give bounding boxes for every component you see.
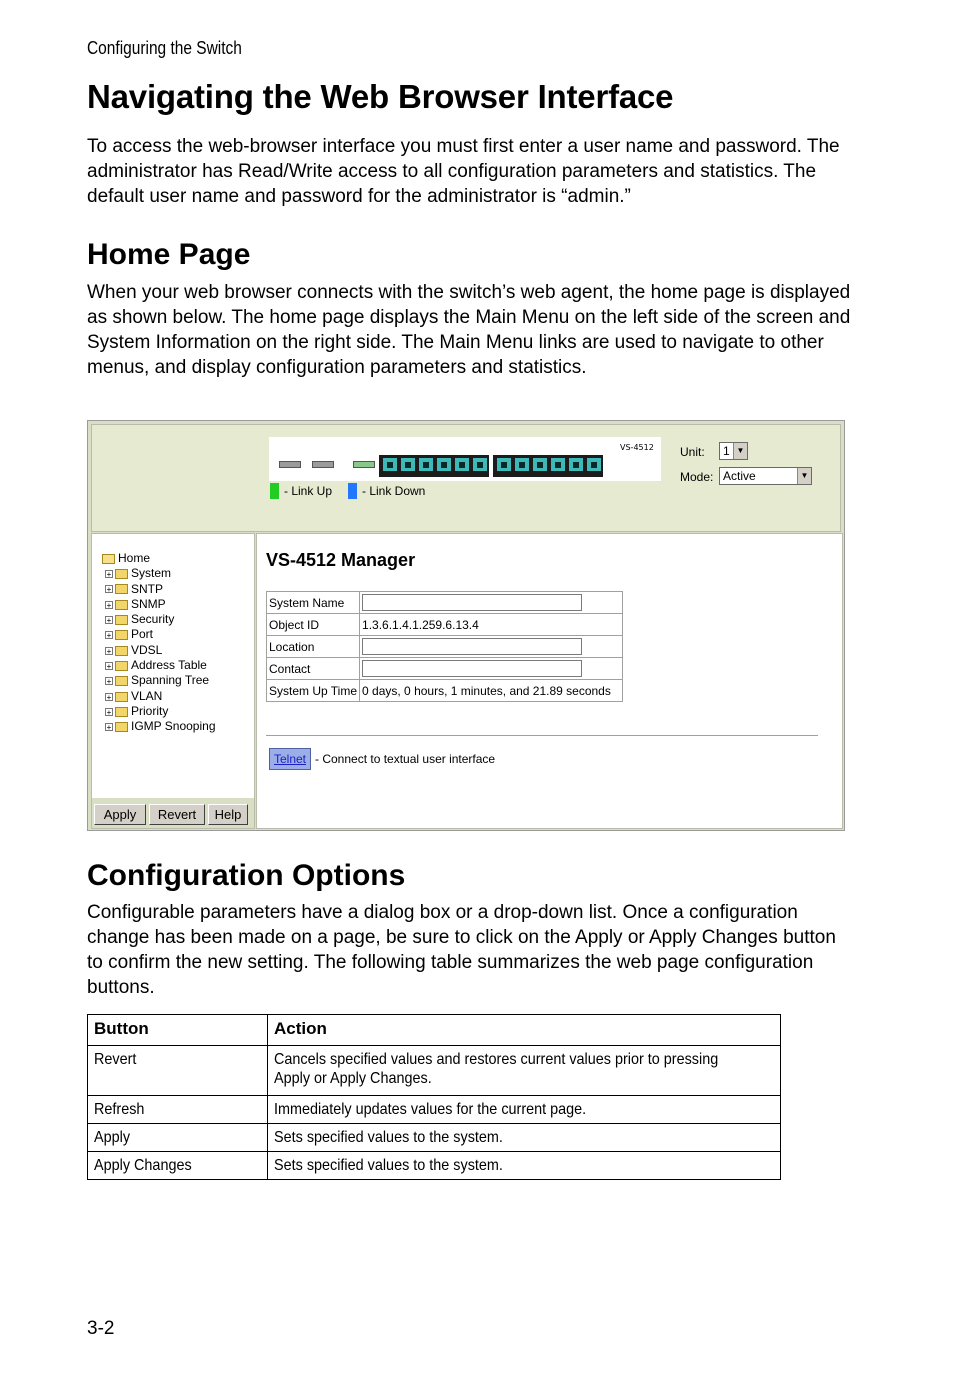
link-down-swatch-icon [348,483,357,499]
contact-input[interactable] [362,660,582,677]
table-row [267,680,623,702]
telnet-link[interactable]: Telnet [269,748,311,770]
table-cell-action: Immediately updates values for the current page. [268,1096,781,1124]
menu-item-priority[interactable]: + Priority [106,703,169,718]
table-header-row [88,1015,781,1046]
folder-icon [115,692,128,702]
legend-link-down: - Link Down [362,484,426,498]
expand-icon: + [106,661,112,671]
system-name-input[interactable] [362,594,582,611]
link-up-swatch-icon [270,483,279,499]
folder-icon [115,646,128,656]
chevron-down-icon: ▼ [797,468,811,484]
expand-icon: + [106,570,112,580]
table-cell-action: Sets specified values to the system. [268,1152,781,1180]
table-row [267,614,623,636]
uptime-label: System Up Time [267,680,360,702]
section-title-navigating: Navigating the Web Browser Interface [87,78,674,115]
switch-front-panel-image [269,437,661,481]
table-row [267,592,623,614]
menu-item-vdsl[interactable]: + VDSL [106,642,163,657]
mode-label: Mode: [680,470,714,484]
expand-icon: + [106,723,112,733]
location-cell [360,636,623,658]
menu-item-port[interactable]: + Port [106,627,154,642]
folder-icon [115,676,128,686]
menu-button-bar [92,798,254,828]
page-number: 3-2 [87,1318,115,1339]
folder-icon [115,569,128,579]
folder-icon [115,600,128,610]
port-group-icon [493,455,603,477]
menu-item-snmp[interactable]: + SNMP [106,596,166,611]
contact-cell [360,658,623,680]
menu-item-system[interactable]: + System [106,566,172,581]
expand-icon: + [106,707,112,717]
expand-icon: + [106,616,112,626]
section-body-configuration-options: Configurable parameters have a dialog box or a drop-down list. Once a configuration change has been made on a page, be sure to click on the Apply or Apply Changes button to confirm the new setting. The following table summarizes the web page configuration buttons. [87,902,836,998]
legend-link-up: - Link Up [284,484,333,498]
mode-select[interactable] [719,467,812,485]
table-row [88,1046,781,1096]
expand-icon: + [106,600,112,610]
expand-icon: + [106,677,112,687]
unit-select[interactable] [719,442,748,460]
telnet-description: - Connect to textual user interface [315,752,496,766]
help-button[interactable]: Help [208,804,248,825]
column-header-action: Action [268,1015,781,1046]
revert-button[interactable]: Revert [149,804,205,825]
expand-icon: + [106,585,112,595]
system-name-label: System Name [267,592,360,614]
folder-icon [115,615,128,625]
section-title-home-page: Home Page [87,238,251,271]
port-group-icon [379,455,489,477]
menu-list [102,566,216,734]
table-cell-action: Cancels specified values and restores current values prior to pressing Apply or Apply Changes. [268,1046,781,1096]
system-name-cell [360,592,623,614]
uptime-value: 0 days, 0 hours, 1 minutes, and 21.89 seconds [360,680,623,702]
folder-icon [115,584,128,594]
column-header-button: Button [88,1015,268,1046]
table-cell-button: Revert [88,1046,268,1096]
folder-icon [115,630,128,640]
expand-icon: + [106,646,112,656]
table-row [88,1124,781,1152]
panel-model-label: VS-4512 [620,443,654,452]
table-row [267,636,623,658]
unit-select-value: 1 [723,444,730,458]
button-summary-table [87,1014,781,1180]
switch-panel-frame [91,424,841,532]
open-folder-icon [102,554,115,564]
expand-icon: + [106,631,112,641]
menu-item-vlan[interactable]: + VLAN [106,688,163,703]
menu-item-igmp-snooping[interactable]: + IGMP Snooping [106,719,216,734]
section-title-configuration-options: Configuration Options [87,859,406,892]
web-interface-screenshot [87,420,845,831]
port-icon [353,461,375,468]
running-header: Configuring the Switch [87,38,242,58]
port-icon [279,461,301,468]
apply-button[interactable]: Apply [94,804,146,825]
location-label: Location [267,636,360,658]
table-row [88,1096,781,1124]
manager-title: VS-4512 Manager [266,550,416,570]
location-input[interactable] [362,638,582,655]
main-menu-frame [91,533,255,829]
object-id-value: 1.3.6.1.4.1.259.6.13.4 [360,614,623,636]
system-info-table [266,591,623,702]
table-row [88,1152,781,1180]
folder-icon [115,661,128,671]
system-information-frame [256,533,843,829]
menu-item-sntp[interactable]: + SNTP [106,581,164,596]
table-cell-button: Apply [88,1124,268,1152]
object-id-label: Object ID [267,614,360,636]
main-menu-tree [102,551,216,735]
folder-icon [115,722,128,732]
unit-label: Unit: [680,445,705,459]
mode-select-value: Active [723,469,756,483]
menu-item-spanning-tree[interactable]: + Spanning Tree [106,673,210,688]
table-cell-button: Refresh [88,1096,268,1124]
port-icon [312,461,334,468]
folder-icon [115,707,128,717]
contact-label: Contact [267,658,360,680]
menu-item-security[interactable]: + Security [106,612,175,627]
divider [266,735,818,736]
chevron-down-icon: ▼ [733,443,747,459]
section-body-home-page: When your web browser connects with the switch’s web agent, the home page is displayed as shown below. The home page displays the Main Menu on the left side of the screen and System Information on the right side. The Main Menu links are used to navigate to other menus, and display configuration parameters and statistics. [87,282,851,378]
table-cell-button: Apply Changes [88,1152,268,1180]
table-cell-action: Sets specified values to the system. [268,1124,781,1152]
expand-icon: + [106,692,112,702]
section-body-navigating: To access the web-browser interface you must first enter a user name and password. The administrator has Read/Write access to all configuration parameters and statistics. The default user name and password for the administrator is “admin.” [87,136,840,207]
menu-item-home[interactable]: Home [102,551,216,566]
table-row [267,658,623,680]
menu-item-address-table[interactable]: + Address Table [106,658,207,673]
